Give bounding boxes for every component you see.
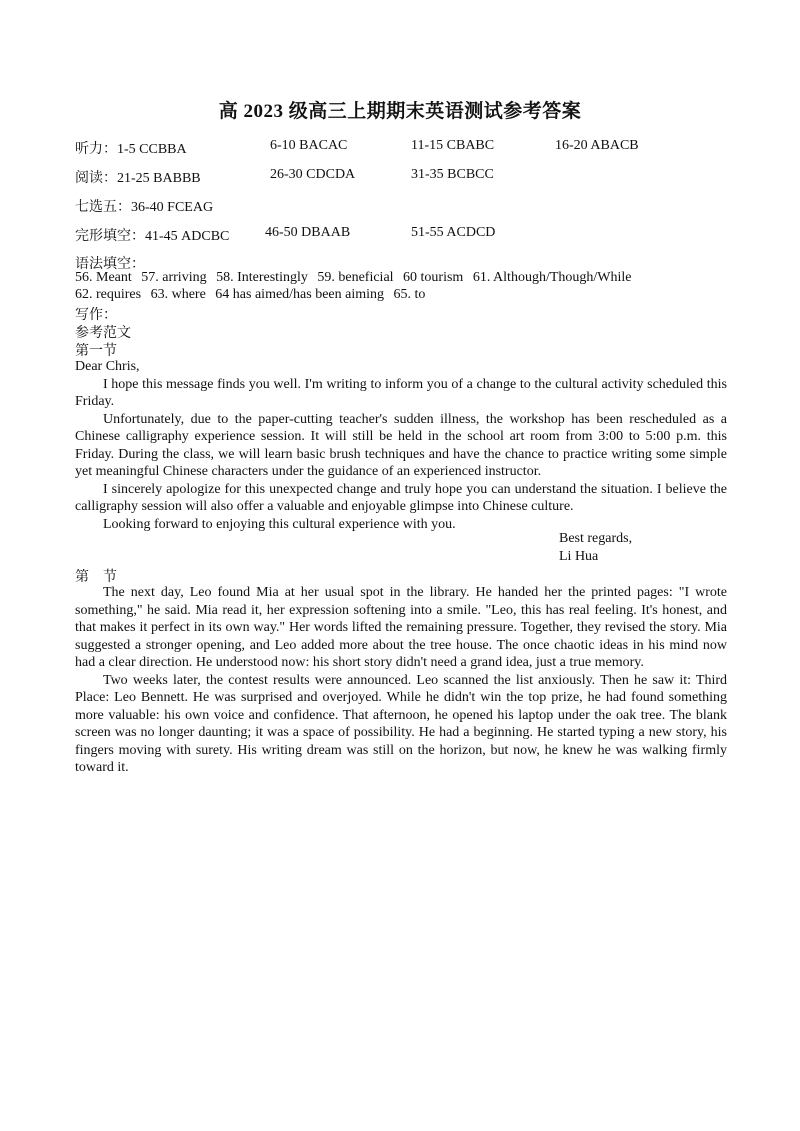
- answer-group: 11-15 CBABC: [411, 138, 495, 153]
- sample-essay-label: 参考范文: [75, 326, 131, 341]
- answer-row-cloze: [75, 225, 725, 243]
- answer-group: 46-50 DBAAB: [265, 225, 351, 240]
- letter-paragraph: I sincerely apologize for this unexpected change and truly hope you can understand the situation. I believe the calligraphy session will also offer a valuable and enjoyable glimpse into Chinese culture.: [75, 481, 727, 514]
- letter-paragraph: Looking forward to enjoying this cultural experience with you.: [103, 516, 456, 532]
- story-body: [75, 584, 727, 777]
- grammar-answer: 61. Although/Though/While: [472, 270, 632, 285]
- grammar-answer: 57. arriving: [141, 270, 207, 285]
- grammar-answer: 63. where: [150, 287, 206, 302]
- letter-paragraph: Unfortunately, due to the paper-cutting teacher's sudden illness, the workshop has been rescheduled as a Chinese calligraphy experience session. It will still be held in the school art room from 3:00 to 5:00 p.m. this Friday. During the class, we will learn basic brush techniques and have the chance to practice writing some simple yet meaningful Chinese characters under the guidance of an experienced instructor.: [75, 411, 727, 479]
- answer-group: 1-5 CCBBA: [117, 142, 187, 157]
- section-label-listening: 听力：1-5 CCBBA: [75, 142, 187, 157]
- grammar-answer: 56. Meant: [75, 270, 132, 285]
- answer-group: 21-25 BABBB: [117, 171, 201, 186]
- section-label-cloze: 完形填空：41-45 ADCBC: [75, 229, 230, 244]
- story-paragraph: The next day, Leo found Mia at her usual spot in the library. He handed her the printed pages: "I wrote something," he said. Mia read it, her expression softening into a smile. "Leo, this has real feeling. It's honest, and that makes it perfect in its own way." Her words lifted the remaining pressure. Together, they revised the story. Mia suggested a stronger opening, and Leo added more about the tree house. The once chaotic ideas in his mind now had a clear direction. He understood now: his short story didn't need a grand idea, just a true memory.: [75, 585, 727, 670]
- letter-body: [75, 358, 727, 533]
- story-paragraph: Two weeks later, the contest results were announced. Leo scanned the list anxiously. Then he saw it: Third Place: Leo Bennett. He was surprised and overjoyed. While he didn't win the top prize, he had found something more valuable: his own voice and confidence. That afternoon, he opened his laptop under the oak tree. The blank screen was no longer daunting; it was a space of possibility. He had a beginning. He started typing a new story, his fingers moving with surety. His writing dream was still on the horizon, but now, he knew he was walking firmly toward it.: [75, 672, 727, 775]
- grammar-answer: 60 tourism: [403, 270, 464, 285]
- letter-closing: Best regards,: [559, 531, 633, 546]
- section-two-label: 第 节: [75, 570, 117, 585]
- answer-group: 36-40 FCEAG: [131, 200, 214, 215]
- answer-group: 16-20 ABACB: [555, 138, 639, 153]
- answer-row-reading: [75, 167, 725, 185]
- answer-group: 6-10 BACAC: [270, 138, 348, 153]
- grammar-answer: 62. requires: [75, 287, 142, 302]
- grammar-answer: 64 has aimed/has been aiming: [215, 287, 385, 302]
- letter-salutation: Dear Chris,: [75, 359, 140, 374]
- grammar-answer: 65. to: [393, 287, 426, 302]
- answer-row-seven-five: [75, 196, 725, 214]
- grammar-label: 语法填空：: [75, 257, 145, 272]
- grammar-line-1: [75, 270, 637, 286]
- letter-signature: Li Hua: [559, 549, 599, 564]
- writing-label: 写作：: [75, 308, 117, 323]
- answer-group: 51-55 ACDCD: [411, 225, 496, 240]
- grammar-line-2: [75, 287, 431, 303]
- section-one-label: 第一节: [75, 344, 117, 359]
- answer-row-listening: [75, 138, 725, 156]
- page-title: 高 2023 级高三上期期末英语测试参考答案: [218, 101, 582, 122]
- answer-group: 26-30 CDCDA: [270, 167, 356, 182]
- letter-paragraph: I hope this message finds you well. I'm writing to inform you of a change to the cultural activity scheduled this Friday.: [75, 376, 727, 409]
- grammar-answer: 58. Interestingly: [216, 270, 308, 285]
- section-label-reading: 阅读：21-25 BABBB: [75, 171, 201, 186]
- answer-group: 41-45 ADCBC: [145, 229, 230, 244]
- answer-group: 31-35 BCBCC: [411, 167, 494, 182]
- grammar-answer: 59. beneficial: [317, 270, 394, 285]
- section-label-seven-five: 七选五：36-40 FCEAG: [75, 200, 214, 215]
